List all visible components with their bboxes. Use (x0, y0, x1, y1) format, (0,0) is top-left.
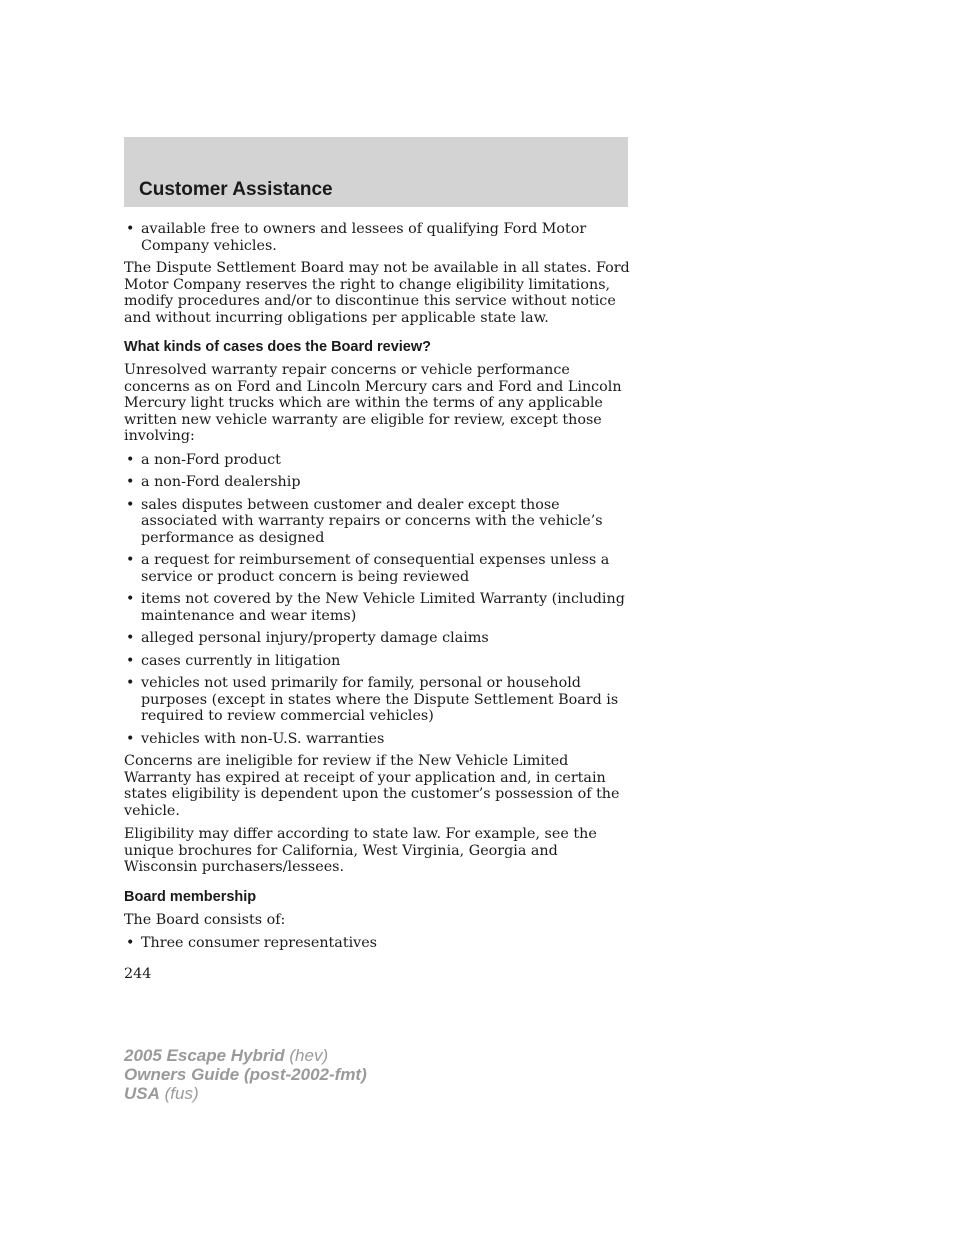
list-item: • items not covered by the New Vehicle Limited Warranty (including maintenance and wear items) (124, 591, 630, 624)
board-heading: Board membership (124, 888, 257, 905)
list-item: • alleged personal injury/property damage claims (124, 630, 630, 647)
cases-heading: What kinds of cases does the Board review? (124, 339, 431, 355)
list-item: • Three consumer representatives (124, 935, 630, 952)
board-paragraph: The Board consists of: (124, 911, 286, 928)
board-bullet-list (124, 935, 630, 952)
document-footer (124, 1046, 367, 1103)
footer-market: USA (124, 1084, 160, 1103)
footer-market-code: (fus) (164, 1084, 199, 1103)
footer-model: 2005 Escape Hybrid (124, 1046, 285, 1065)
eligibility-paragraph: Eligibility may differ according to state law. For example, see the unique brochures for California, West Virginia, Georgia and Wisconsin purchasers/lessees. (124, 826, 597, 875)
footer-line-1 (124, 1046, 367, 1065)
ineligibility-paragraph: Concerns are ineligible for review if the New Vehicle Limited Warranty has expired at receipt of your application and, in certain states eligibility is dependent upon the customer’s possession of the vehicle. (124, 753, 620, 819)
list-item: • sales disputes between customer and dealer except those associated with warranty repairs or concerns with the vehicle’s performance as designed (124, 497, 630, 547)
page-content (124, 221, 630, 982)
footer-model-code: (hev) (289, 1046, 329, 1065)
intro-bullet-list (124, 221, 630, 254)
list-item: • available free to owners and lessees of qualifying Ford Motor Company vehicles. (124, 221, 630, 254)
footer-line-3 (124, 1084, 367, 1103)
intro-paragraph: The Dispute Settlement Board may not be available in all states. Ford Motor Company reserves the right to change eligibility limitations, modify procedures and/or to discontinue this service without notice and without incurring obligations per applicable state law. (124, 260, 630, 326)
footer-guide: Owners Guide (post-2002-fmt) (124, 1065, 367, 1084)
list-item: • cases currently in litigation (124, 653, 630, 670)
list-item: • vehicles not used primarily for family, personal or household purposes (except in states where the Dispute Settlement Board is required to review commercial vehicles) (124, 675, 630, 725)
section-header-band (124, 137, 628, 207)
section-title: Customer Assistance (139, 179, 333, 200)
list-item: • vehicles with non-U.S. warranties (124, 731, 630, 748)
list-item: • a non-Ford product (124, 452, 630, 469)
cases-paragraph: Unresolved warranty repair concerns or vehicle performance concerns as on Ford and Lincoln Mercury cars and Ford and Lincoln Mercury light trucks which are within the terms of any applicable written new vehicle warranty are eligible for review, except those involving: (124, 362, 622, 444)
list-item: • a non-Ford dealership (124, 474, 630, 491)
footer-line-2 (124, 1065, 367, 1084)
list-item: • a request for reimbursement of consequential expenses unless a service or product concern is being reviewed (124, 552, 630, 585)
page-number: 244 (124, 965, 152, 982)
cases-bullet-list (124, 452, 630, 748)
